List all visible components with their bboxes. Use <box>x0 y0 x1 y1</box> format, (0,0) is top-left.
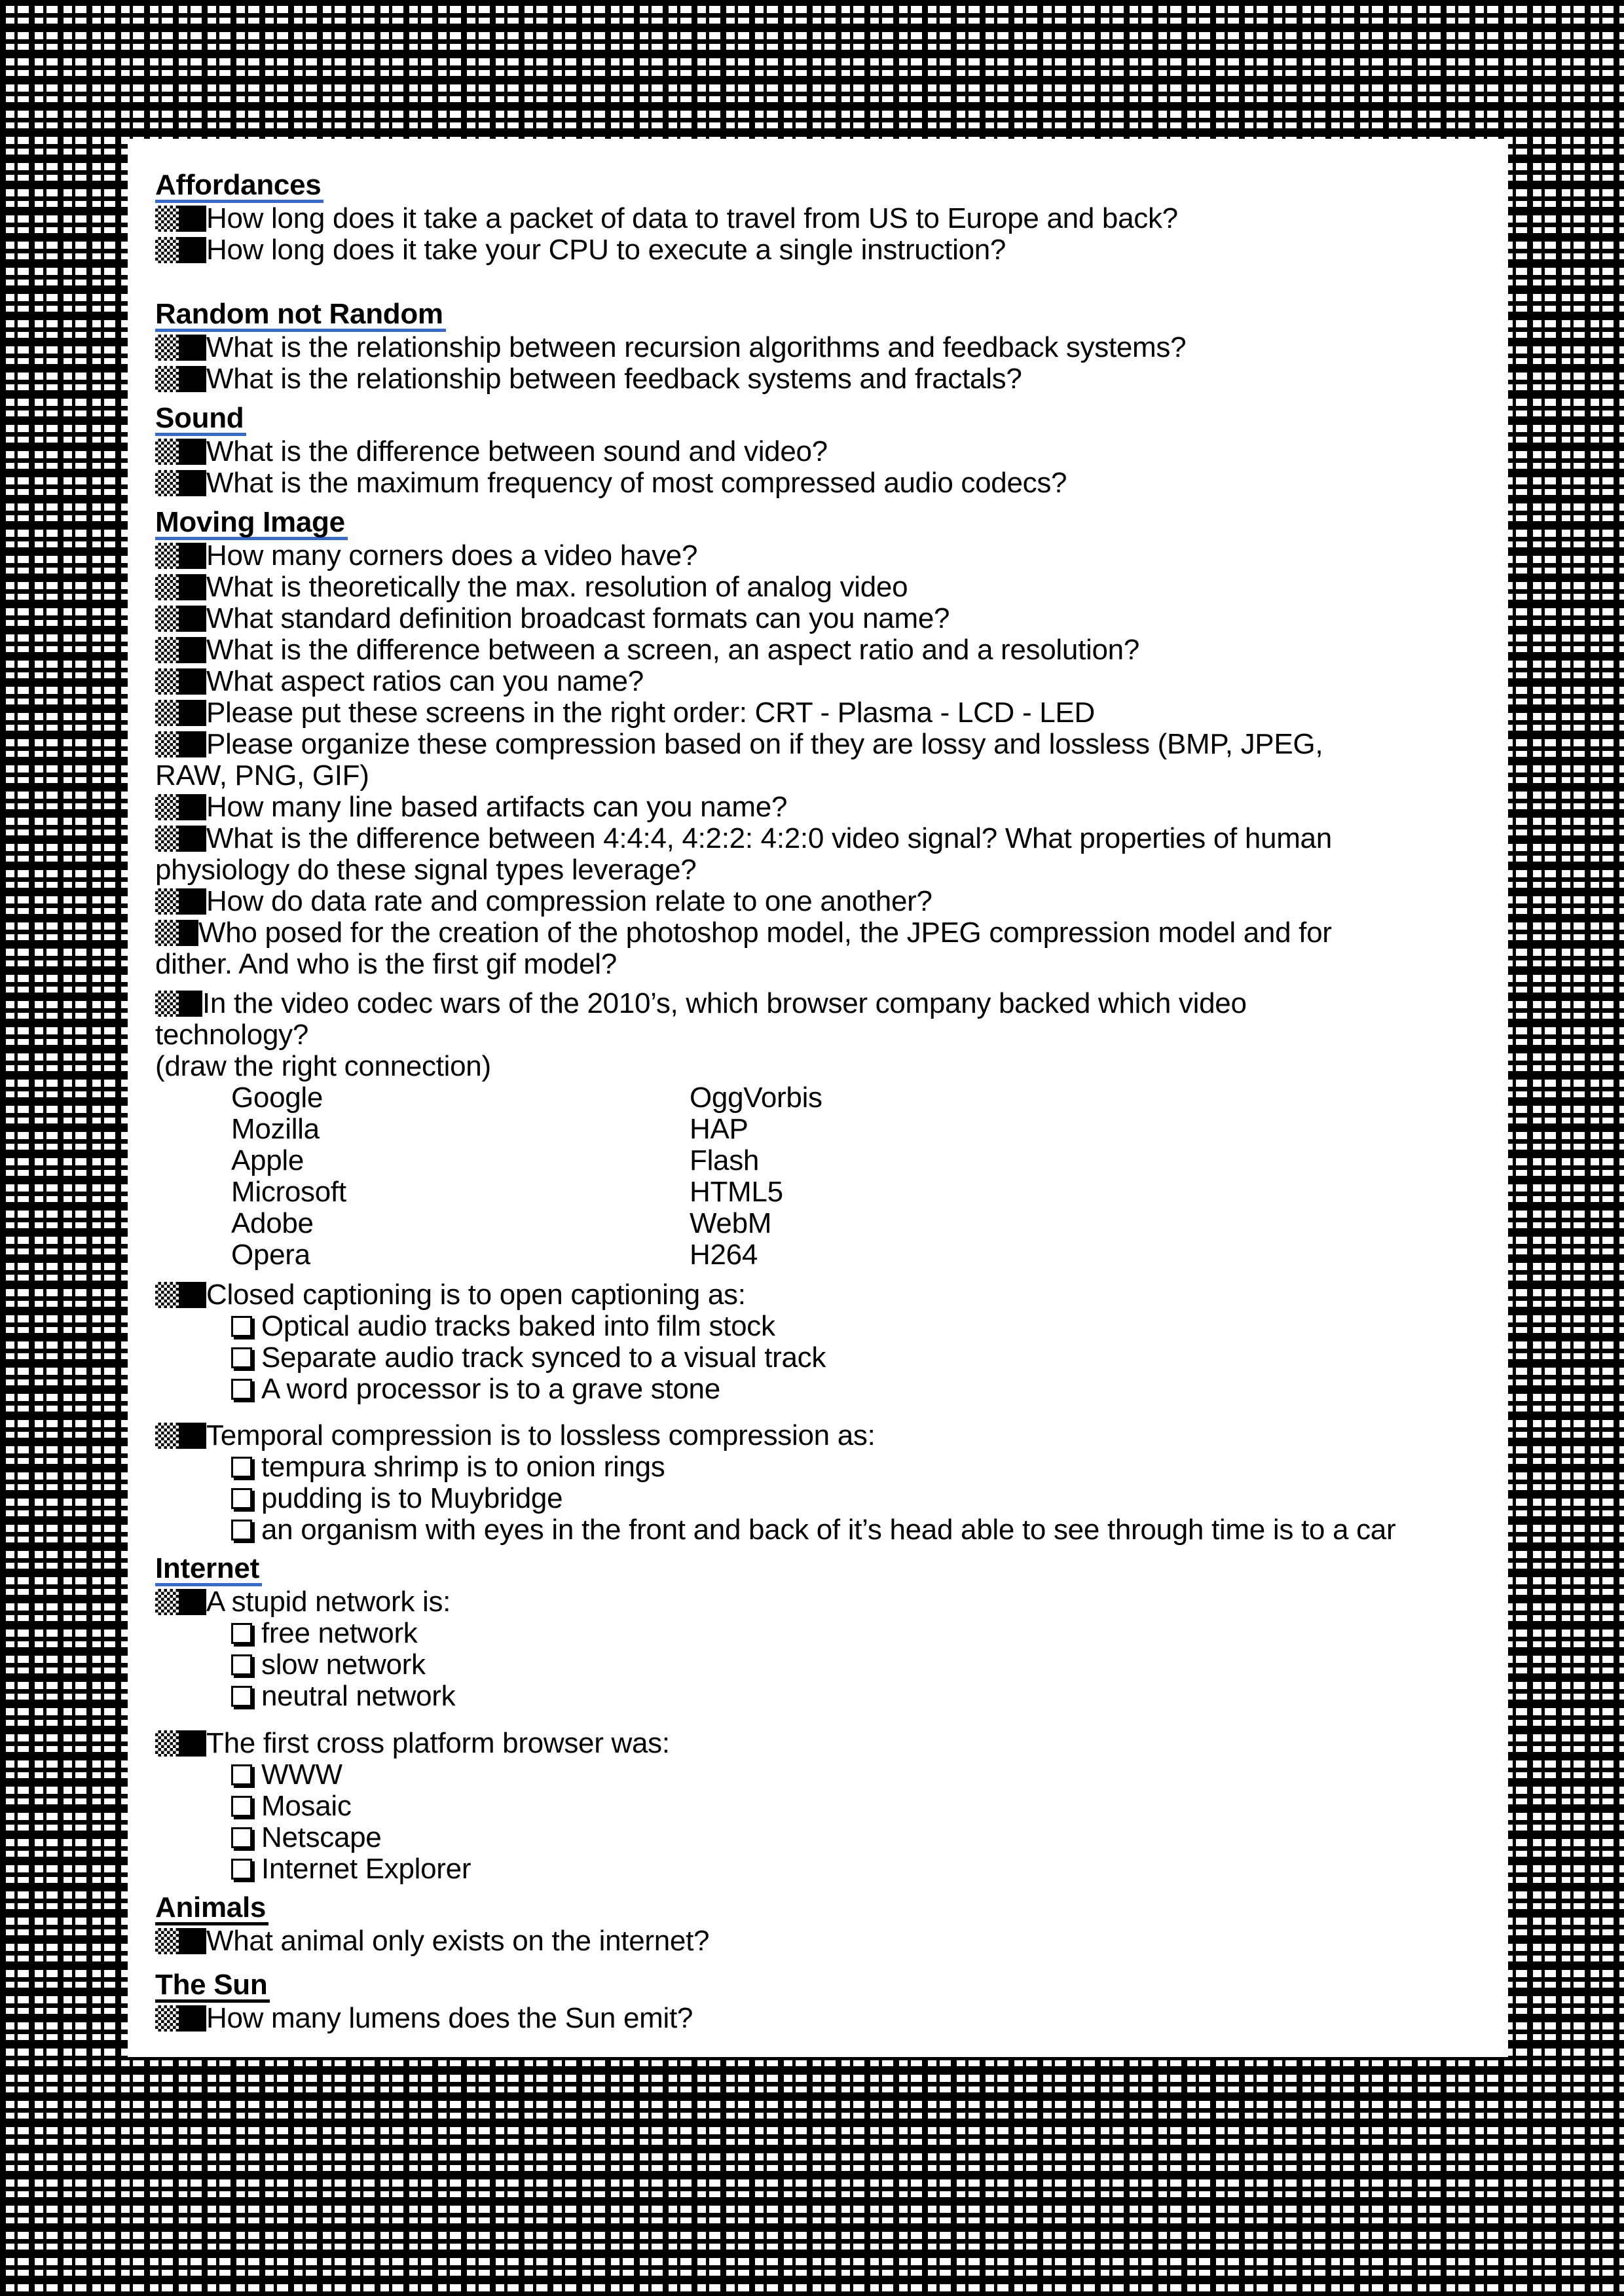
question: How do data rate and compression relate to one another? <box>206 885 932 917</box>
checkbox-option[interactable] <box>231 1343 826 1373</box>
checkbox-icon[interactable] <box>231 1827 252 1848</box>
option-label: Optical audio tracks baked into film stock <box>261 1310 775 1342</box>
technology: WebM <box>690 1207 772 1239</box>
checkbox-icon[interactable] <box>231 1764 252 1785</box>
instruction: (draw the right connection) <box>155 1050 491 1082</box>
bullet-icon <box>155 606 206 632</box>
question: Please organize these compression based on if they are lossy and lossless (BMP, JPEG, <box>206 728 1323 760</box>
question: How many lumens does the Sun emit? <box>206 2002 693 2034</box>
option-label: Netscape <box>261 1821 382 1853</box>
bullet-icon <box>155 1928 206 1954</box>
checkbox-icon[interactable] <box>231 1316 252 1337</box>
option-label: slow network <box>261 1649 426 1681</box>
checkbox-icon[interactable] <box>231 1859 252 1880</box>
company: Mozilla <box>231 1113 320 1145</box>
checkbox-icon[interactable] <box>231 1520 252 1540</box>
checkbox-option[interactable] <box>231 1823 381 1853</box>
checkbox-option[interactable] <box>231 1618 418 1649</box>
question: Closed captioning is to open captioning as: <box>206 1279 746 1311</box>
bullet-icon <box>155 206 206 232</box>
technology: H264 <box>690 1239 758 1271</box>
question: A stupid network is: <box>206 1586 451 1618</box>
heading-sound: Sound <box>155 404 246 436</box>
question: Temporal compression is to lossless compression as: <box>206 1419 876 1451</box>
checkbox-icon[interactable] <box>231 1686 252 1707</box>
question: What is the difference between a screen, an aspect ratio and a resolution? <box>206 634 1139 666</box>
bullet-icon <box>155 335 206 361</box>
question-continuation: RAW, PNG, GIF) <box>155 759 369 792</box>
question: What is the difference between sound and video? <box>206 435 828 467</box>
question: What is the relationship between feedback systems and fractals? <box>206 363 1022 395</box>
checkbox-option[interactable] <box>231 1760 342 1790</box>
bullet-icon <box>155 991 202 1017</box>
bullet-icon <box>155 700 206 726</box>
option-label: A word processor is to a grave stone <box>261 1373 720 1405</box>
heading-moving-image: Moving Image <box>155 508 348 540</box>
question: Please put these screens in the right order: CRT - Plasma - LCD - LED <box>206 697 1095 729</box>
checkbox-option[interactable] <box>231 1650 426 1680</box>
question: Who posed for the creation of the photoshop model, the JPEG compression model and for <box>198 917 1332 949</box>
company: Microsoft <box>231 1176 346 1208</box>
bullet-icon <box>155 794 206 820</box>
checkbox-option[interactable] <box>231 1791 352 1821</box>
question: What is the difference between 4:4:4, 4:2:2: 4:2:0 video signal? What properties of human <box>206 822 1332 854</box>
question: What is theoretically the max. resolution of analog video <box>206 571 908 603</box>
option-label: tempura shrimp is to onion rings <box>261 1451 665 1483</box>
question: What animal only exists on the internet? <box>206 1925 710 1957</box>
checkbox-option[interactable] <box>231 1374 720 1404</box>
checkbox-option[interactable] <box>231 1484 563 1514</box>
bullet-icon <box>155 237 206 263</box>
option-label: WWW <box>261 1758 342 1791</box>
checkbox-icon[interactable] <box>231 1379 252 1400</box>
bullet-icon <box>155 2005 206 2032</box>
company: Opera <box>231 1239 310 1271</box>
company: Google <box>231 1082 323 1114</box>
checkbox-option[interactable] <box>231 1681 455 1711</box>
bullet-icon <box>155 920 198 946</box>
checkbox-icon[interactable] <box>231 1347 252 1368</box>
heading-internet: Internet <box>155 1554 262 1586</box>
question: What aspect ratios can you name? <box>206 665 644 697</box>
bullet-icon <box>155 1589 206 1615</box>
option-label: Internet Explorer <box>261 1853 471 1885</box>
heading-affordances: Affordances <box>155 171 323 203</box>
company: Adobe <box>231 1207 314 1239</box>
technology: HTML5 <box>690 1176 783 1208</box>
bullet-icon <box>155 637 206 663</box>
heading-the-sun: The Sun <box>155 1971 270 2003</box>
checkbox-option[interactable] <box>231 1854 471 1884</box>
checkbox-icon[interactable] <box>231 1654 252 1675</box>
question: What standard definition broadcast formats can you name? <box>206 602 950 634</box>
bullet-icon <box>155 574 206 600</box>
question: What is the relationship between recursion algorithms and feedback systems? <box>206 331 1187 363</box>
checkbox-option[interactable] <box>231 1452 665 1482</box>
option-label: an organism with eyes in the front and back of it’s head able to see through time is to a car <box>261 1514 1396 1546</box>
bullet-icon <box>155 470 206 496</box>
bullet-icon <box>155 731 206 757</box>
question-continuation: dither. And who is the first gif model? <box>155 948 617 980</box>
option-label: pudding is to Muybridge <box>261 1482 563 1514</box>
question: What is the maximum frequency of most compressed audio codecs? <box>206 467 1067 499</box>
technology: OggVorbis <box>690 1082 822 1114</box>
company: Apple <box>231 1144 304 1176</box>
checkbox-option[interactable] <box>231 1311 775 1341</box>
question-continuation: technology? <box>155 1019 308 1051</box>
bullet-icon <box>155 1423 206 1449</box>
bullet-icon <box>155 439 206 465</box>
option-label: free network <box>261 1617 418 1649</box>
checkbox-option[interactable] <box>231 1515 1395 1545</box>
heading-random-not-random: Random not Random <box>155 300 446 332</box>
bullet-icon <box>155 888 206 915</box>
question: How long does it take a packet of data to travel from US to Europe and back? <box>206 202 1178 234</box>
question: How many corners does a video have? <box>206 539 698 572</box>
bullet-icon <box>155 543 206 569</box>
question: How many line based artifacts can you name? <box>206 791 788 823</box>
bullet-icon <box>155 366 206 392</box>
option-label: Separate audio track synced to a visual track <box>261 1341 826 1374</box>
technology: Flash <box>690 1144 760 1176</box>
bullet-icon <box>155 1730 206 1757</box>
technology: HAP <box>690 1113 748 1145</box>
bullet-icon <box>155 826 206 852</box>
option-label: Mosaic <box>261 1790 352 1822</box>
checkbox-icon[interactable] <box>231 1796 252 1817</box>
question: In the video codec wars of the 2010’s, which browser company backed which video <box>202 987 1247 1019</box>
question: The first cross platform browser was: <box>206 1727 670 1759</box>
checkbox-icon[interactable] <box>231 1488 252 1509</box>
question: How long does it take your CPU to execute a single instruction? <box>206 234 1006 266</box>
heading-animals: Animals <box>155 1893 268 1925</box>
option-label: neutral network <box>261 1680 456 1712</box>
checkbox-icon[interactable] <box>231 1623 252 1644</box>
bullet-icon <box>155 668 206 695</box>
bullet-icon <box>155 1282 206 1308</box>
checkbox-icon[interactable] <box>231 1457 252 1478</box>
question-continuation: physiology do these signal types leverage? <box>155 854 697 886</box>
